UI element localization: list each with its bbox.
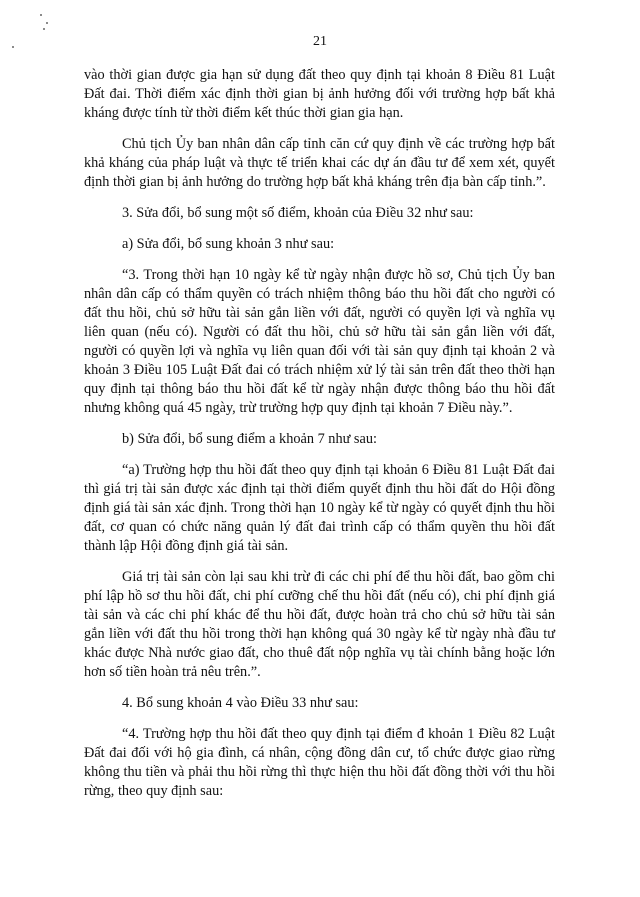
section-heading: 4. Bổ sung khoản 4 vào Điều 33 như sau: bbox=[122, 695, 359, 711]
paragraph-continuation: vào thời gian được gia hạn sử dụng đất theo quy định tại khoản 8 Điều 81 Luật Đất đai. Thời điểm xác định thời gian bị ảnh hưởng đối với trường hợp bất khả kháng được tính từ thời điểm kết thúc thời gian gia hạn. bbox=[84, 67, 555, 121]
document-body bbox=[84, 66, 555, 813]
scan-speck bbox=[40, 14, 42, 16]
scan-speck bbox=[46, 22, 48, 24]
paragraph: “a) Trường hợp thu hồi đất theo quy định tại khoản 6 Điều 81 Luật Đất đai thì giá trị tài sản được xác định tại thời điểm quyết định thu hồi đất do Hội đồng định giá tài sản xác định. Trong thời hạn 10 ngày kể từ ngày có quyết định thu hồi đất, cơ quan có chức năng quản lý đất đai trình cấp có thẩm quyền thu hồi đất thành lập Hội đồng định giá tài sản. bbox=[84, 462, 555, 554]
paragraph: Giá trị tài sản còn lại sau khi trừ đi các chi phí để thu hồi đất, bao gồm chi phí lập hồ sơ thu hồi đất, chi phí cưỡng chế thu hồi đất (nếu có), chi phí định giá tài sản và các chi phí khác để thu hồi đất, được hoàn trả cho chủ sở hữu tài sản gắn liền với đất thu hồi trong thời hạn không quá 30 ngày kể từ ngày nhà đầu tư khác được Nhà nước giao đất, cho thuê đất nộp nghĩa vụ tài chính bằng hoặc lớn hơn số tiền hoàn trả nêu trên.”. bbox=[84, 569, 555, 680]
paragraph: Chủ tịch Ủy ban nhân dân cấp tỉnh căn cứ quy định về các trường hợp bất khả kháng của pháp luật và thực tế triển khai các dự án đầu tư để xem xét, quyết định thời gian bị ảnh hưởng do trường hợp bất khả kháng trên địa bàn cấp tỉnh.”. bbox=[84, 136, 555, 190]
section-heading: 3. Sửa đổi, bổ sung một số điểm, khoản của Điều 32 như sau: bbox=[122, 205, 474, 221]
page-number: 21 bbox=[313, 34, 327, 49]
scan-speck bbox=[43, 28, 45, 30]
subsection-heading: a) Sửa đổi, bổ sung khoản 3 như sau: bbox=[122, 236, 335, 252]
paragraph: “3. Trong thời hạn 10 ngày kể từ ngày nhận được hồ sơ, Chủ tịch Ủy ban nhân dân cấp có thẩm quyền có trách nhiệm thông báo thu hồi đất cho người có đất thu hồi, chủ sở hữu tài sản gắn liền với đất, người có quyền lợi và nghĩa vụ liên quan (nếu có). Người có đất thu hồi, chủ sở hữu tài sản gắn liền với đất, người có quyền lợi và nghĩa vụ liên quan đối với tài sản quy định tại khoản 2 và khoản 3 Điều 105 Luật Đất đai có trách nhiệm xử lý tài sản trên đất theo thời hạn quy định tại thông báo thu hồi đất kể từ ngày nhận được thông báo thu hồi đất nhưng không quá 45 ngày, trừ trường hợp quy định tại khoản 7 Điều này.”. bbox=[84, 267, 555, 416]
subsection-heading: b) Sửa đổi, bổ sung điểm a khoản 7 như sau: bbox=[122, 431, 377, 447]
paragraph: “4. Trường hợp thu hồi đất theo quy định tại điểm đ khoản 1 Điều 82 Luật Đất đai đối với hộ gia đình, cá nhân, cộng đồng dân cư, tổ chức được giao rừng không thu tiền và phải thu hồi rừng thì thực hiện thu hồi đất đồng thời với thu hồi rừng, theo quy định sau: bbox=[84, 726, 555, 799]
